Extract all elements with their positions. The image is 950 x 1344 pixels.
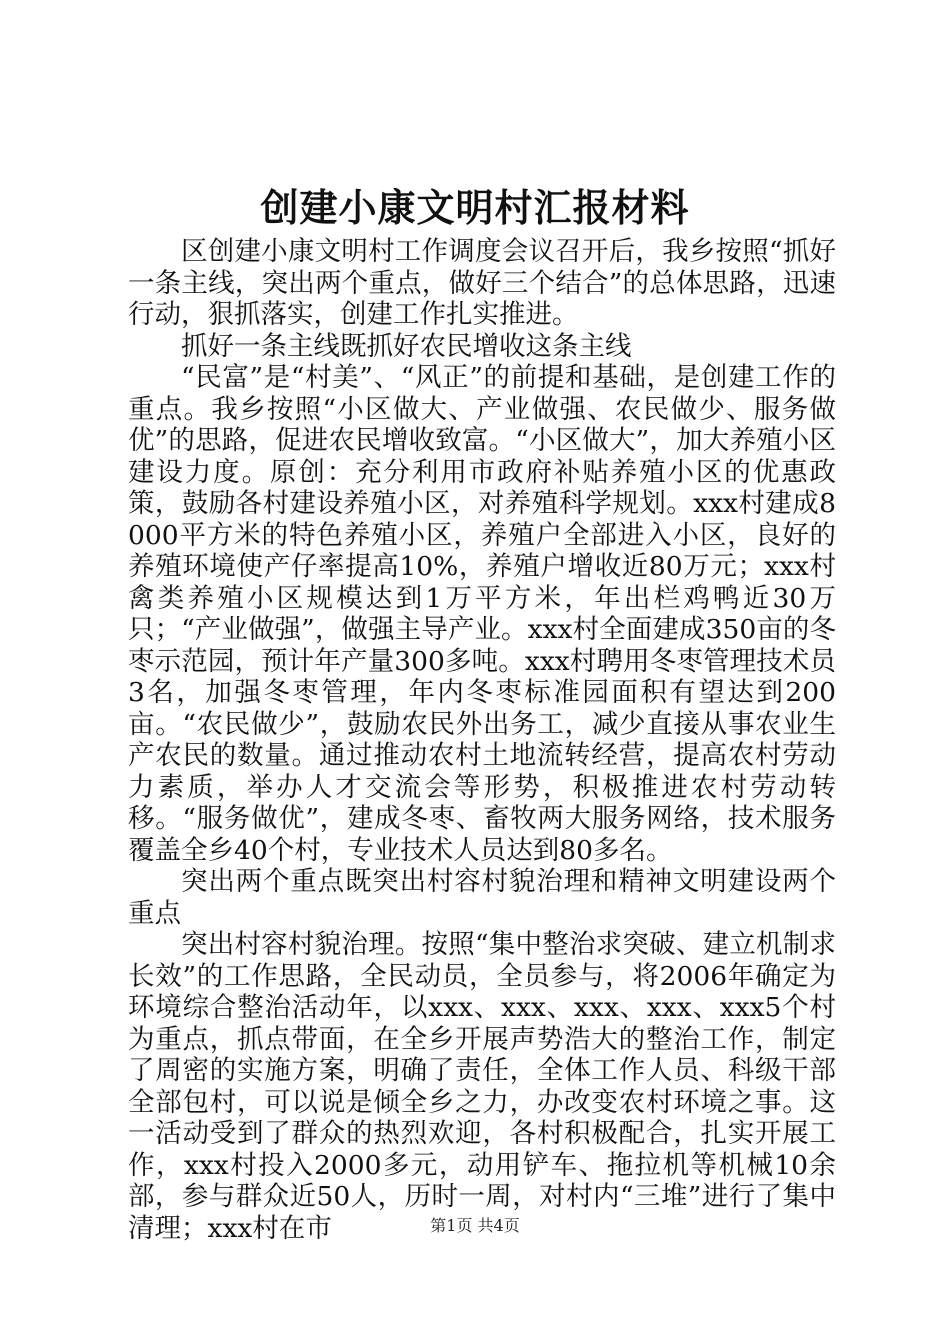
paragraph-village-governance: 突出村容村貌治理。按照“集中整治求突破、建立机制求长效”的工作思路，全民动员，全员参与，将2006年确定为环境综合整治活动年，以xxx、xxx、xxx、xxx、xxx5个村为重点，抓点带面，在全乡开展声势浩大的整治工作，制定了周密的实施方案，明确了责任，全体工作人员、科级干部全部包村，可以说是倾全乡之力，办改变农村环境之事。这一活动受到了群众的热烈欢迎，各村积极配合，扎实开展工作，xxx村投入2000多元，动用铲车、拖拉机等机械10余部，参与群众近50人，历时一周，对村内“三堆”进行了集中清理；xxx村在市 [128, 929, 836, 1244]
page-footer: 第1页 共4页 [430, 1216, 520, 1235]
section-heading-main-line: 抓好一条主线既抓好农民增收这条主线 [181, 330, 632, 362]
paragraph-intro: 区创建小康文明村工作调度会议召开后，我乡按照“抓好一条主线，突出两个重点，做好三个结合”的总体思路，迅速行动，狠抓落实，创建工作扎实推进。 [128, 236, 836, 330]
section-heading-two-focuses: 突出两个重点既突出村容村貌治理和精神文明建设两个重点 [128, 866, 836, 929]
document-title: 创建小康文明村汇报材料 [260, 185, 690, 230]
document-body [128, 236, 836, 1244]
paragraph-income: “民富”是“村美”、“风正”的前提和基础，是创建工作的重点。我乡按照“小区做大、产业做强、农民做少、服务做优”的思路，促进农民增收致富。“小区做大”，加大养殖小区建设力度。原创：充分利用市政府补贴养殖小区的优惠政策，鼓励各村建设养殖小区，对养殖科学规划。xxx村建成8000平方米的特色养殖小区，养殖户全部进入小区，良好的养殖环境使产仔率提高10%，养殖户增收近80万元；xxx村禽类养殖小区规模达到1万平方米，年出栏鸡鸭近30万只；“产业做强”，做强主导产业。xxx村全面建成350亩的冬枣示范园，预计年产量300多吨。xxx村聘用冬枣管理技术员3名，加强冬枣管理，年内冬枣标准园面积有望达到200亩。“农民做少”，鼓励农民外出务工，减少直接从事农业生产农民的数量。通过推动农村土地流转经营，提高农村劳动力素质，举办人才交流会等形势，积极推进农村劳动转移。“服务做优”，建成冬枣、畜牧两大服务网络，技术服务覆盖全乡40个村，专业技术人员达到80多名。 [128, 362, 836, 866]
